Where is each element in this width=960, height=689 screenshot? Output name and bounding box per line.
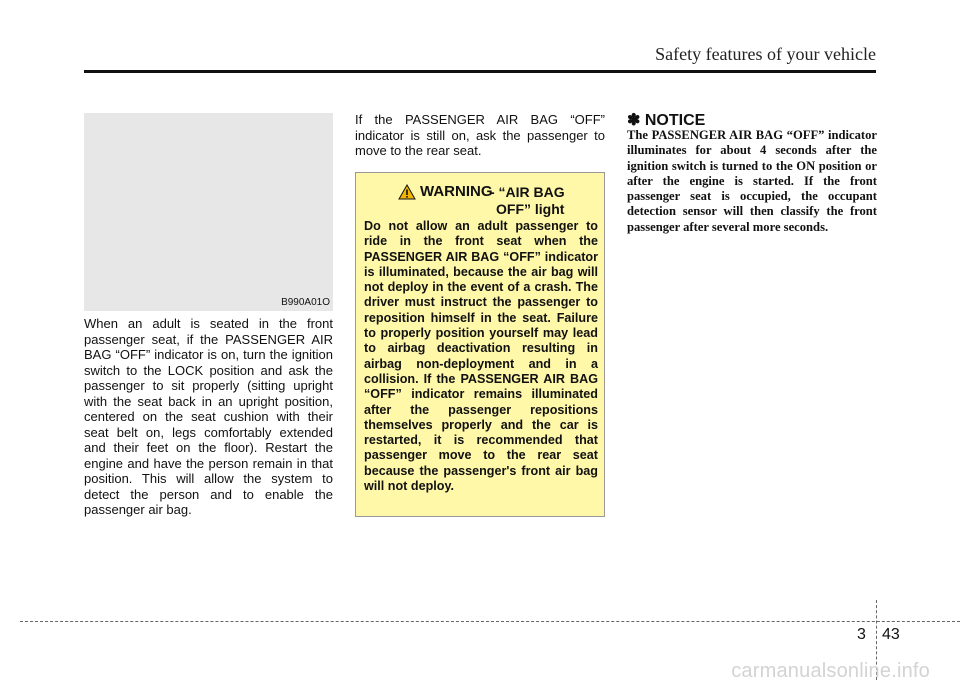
header-title: Safety features of your vehicle xyxy=(655,44,876,64)
column2-paragraph: If the PASSENGER AIR BAG “OFF” indicator is still on, ask the passenger to move to the rear seat. xyxy=(355,112,605,158)
warning-subject-line1: - “AIR BAG xyxy=(490,184,565,200)
warning-subject-line2: OFF” light xyxy=(496,201,565,217)
chapter-number: 3 xyxy=(857,626,866,643)
figure-code: B990A01O xyxy=(281,297,330,308)
page-number: 43 xyxy=(882,626,900,643)
notice-title: ✽ NOTICE xyxy=(627,112,706,129)
notice-body: The PASSENGER AIR BAG “OFF” indicator illuminates for about 4 seconds after the ignition switch is turned to the ON position or after the engine is started. If the front passenger seat is occupied, the occupant detection sensor will then classify the front passenger after several more seconds. xyxy=(627,128,877,234)
footer-dashed-rule xyxy=(20,621,960,622)
warning-body: Do not allow an adult passenger to ride in the front seat when the PASSENGER AIR BAG “OFF” indicator is illuminated, because the air bag will not deploy in the event of a crash. The driver must instruct the passenger to reposition himself in the seat. Failure to properly position yourself may lead to airbag deactivation resulting in airbag non-deployment and in a collision. If the PASSENGER AIR BAG “OFF” indicator remains illuminated after the passenger repositions themselves properly and the car is restarted, it is recommended that passenger move to the rear seat because the passenger's front air bag will not deploy. xyxy=(364,219,598,494)
warning-header xyxy=(364,181,598,219)
header-rule xyxy=(84,70,876,73)
figure-placeholder xyxy=(84,113,333,311)
watermark: carmanualsonline.info xyxy=(731,660,930,682)
warning-triangle-icon xyxy=(398,184,416,200)
column1-paragraph: When an adult is seated in the front passenger seat, if the PASSENGER AIR BAG “OFF” indicator is on, turn the ignition switch to the LOCK position and ask the passenger to sit properly (sitting upright with the seat back in an upright position, centered on the seat cushion with their seat belt on, legs comfortably extended and their feet on the floor). Restart the engine and have the person remain in that position. This will allow the system to detect the person and to enable the passenger air bag. xyxy=(84,316,333,517)
warning-label: WARNING xyxy=(420,183,493,200)
warning-box xyxy=(355,172,605,517)
